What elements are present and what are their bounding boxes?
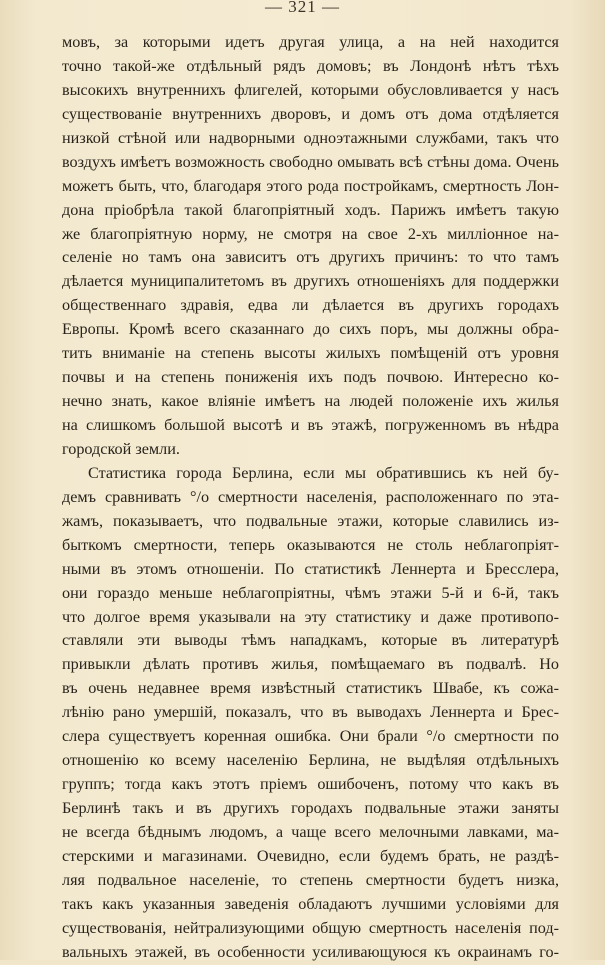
text-line: жамъ, показываетъ, что подвальные этажи, которые славились из- (62, 511, 559, 530)
text-line: почвы и на степень пониженія ихъ подъ почвою. Интересно ко- (62, 368, 559, 387)
text-line: демъ сравнивать °/о смертности населенія, расположеннаго по эта- (62, 487, 559, 506)
text-line: группъ; тогда какъ этотъ пріемъ ошибоченъ, потому что какъ въ (62, 775, 559, 794)
text-line: стерскими и магазинами. Очевидно, если будемъ брать, не раздѣ- (62, 846, 559, 865)
text-line: ляя подвальное населеніе, то степень смертности будетъ низка, (62, 870, 559, 889)
text-line: Берлинѣ такъ и въ другихъ городахъ подвальные этажи заняты (62, 799, 559, 817)
text-line: низкой стѣной или надворными одноэтажными службами, такъ что (62, 128, 559, 147)
text-line: быткомъ смертности, теперь оказываются не столь неблагопріят- (62, 535, 559, 554)
page-number-header: — 321 — (265, 0, 340, 16)
text-line: нечно знать, какое вліяніе имѣетъ на людей положеніе ихъ жилья (62, 392, 559, 411)
text-line: въ очень недавнее время извѣстный статистикъ Швабе, къ сожа- (62, 679, 559, 698)
text-line: мовъ, за которыми идетъ другая улица, а на ней находится (62, 33, 559, 51)
text-line: же благопріятную норму, не смотря на свое 2-хъ милліонное на- (62, 224, 559, 243)
text-line: можетъ быть, что, благодаря этого рода постройкамъ, смертность Лон- (62, 176, 559, 195)
text-line: существованія, нейтрализующими общую смертность населенія под- (62, 918, 559, 937)
text-line: высокихъ внутреннихъ флигелей, которыми обусловливается у насъ (62, 80, 559, 99)
text-line: воздухъ имѣетъ возможность свободно омывать всѣ стѣны дома. Очень (62, 152, 559, 171)
text-line: тить вниманіе на степень высоты жилыхъ помѣщеній отъ уровня (62, 344, 559, 363)
text-line: селеніе но тамъ она зависитъ отъ другихъ причинъ: то что тамъ (62, 248, 559, 267)
text-line: что долгое время указывали на эту статистику и даже противопо- (62, 607, 559, 626)
text-line: на слишкомъ большой высотѣ и въ этажѣ, погруженномъ въ нѣдра (62, 416, 559, 434)
body-text (62, 31, 559, 965)
text-line: ставляли эти выводы тѣмъ нападкамъ, которые въ литературѣ (62, 631, 559, 650)
text-line: Статистика города Берлина, если мы обратившись къ ней бу- (88, 463, 559, 482)
text-line: дѣлается муниципалитетомъ въ другихъ отношеніяхъ для поддержки (62, 272, 559, 291)
text-line: не всегда бѣднымъ людомъ, а чаще всего мелочными лавками, ма- (62, 822, 559, 841)
text-line: отношенію ко всему населенію Берлина, не выдѣляя отдѣльныхъ (62, 751, 559, 770)
text-line: дона пріобрѣла такой благопріятный ходъ. Парижъ имѣетъ такую (62, 200, 559, 219)
text-line: городской земли. (62, 439, 180, 458)
text-line: слера существуетъ коренная ошибка. Они брали °/о смертности по (62, 727, 559, 746)
text-line: Европы. Кромѣ всего сказаннаго до сихъ поръ, мы должны обра- (62, 320, 559, 339)
text-line: вальныхъ этажей, въ особенности усиливающуюся къ окраинамъ го- (62, 942, 559, 961)
text-line: лѣнію рано умершій, показалъ, что въ выводахъ Леннерта и Брес- (62, 703, 559, 722)
text-line: общественнаго здравія, едва ли дѣлается въ другихъ городахъ (62, 296, 559, 315)
text-line: ными въ этомъ отношеніи. По статистикѣ Леннерта и Бресслера, (62, 559, 559, 578)
text-line: существованіе внутреннихъ дворовъ, и домъ отъ дома отдѣляется (62, 104, 559, 123)
text-line: привыкли дѣлать противъ жилья, помѣщаемаго въ подвалѣ. Но (62, 655, 559, 674)
text-line: они гораздо меньше неблагопріятны, чѣмъ этажи 5-й и 6-й, такъ (62, 583, 559, 602)
text-line: такъ какъ указанныя заведенія обладаютъ лучшими условіями для (62, 894, 559, 913)
text-line: точно такой-же отдѣльный рядъ домовъ; въ Лондонѣ нѣтъ тѣхъ (62, 56, 559, 75)
